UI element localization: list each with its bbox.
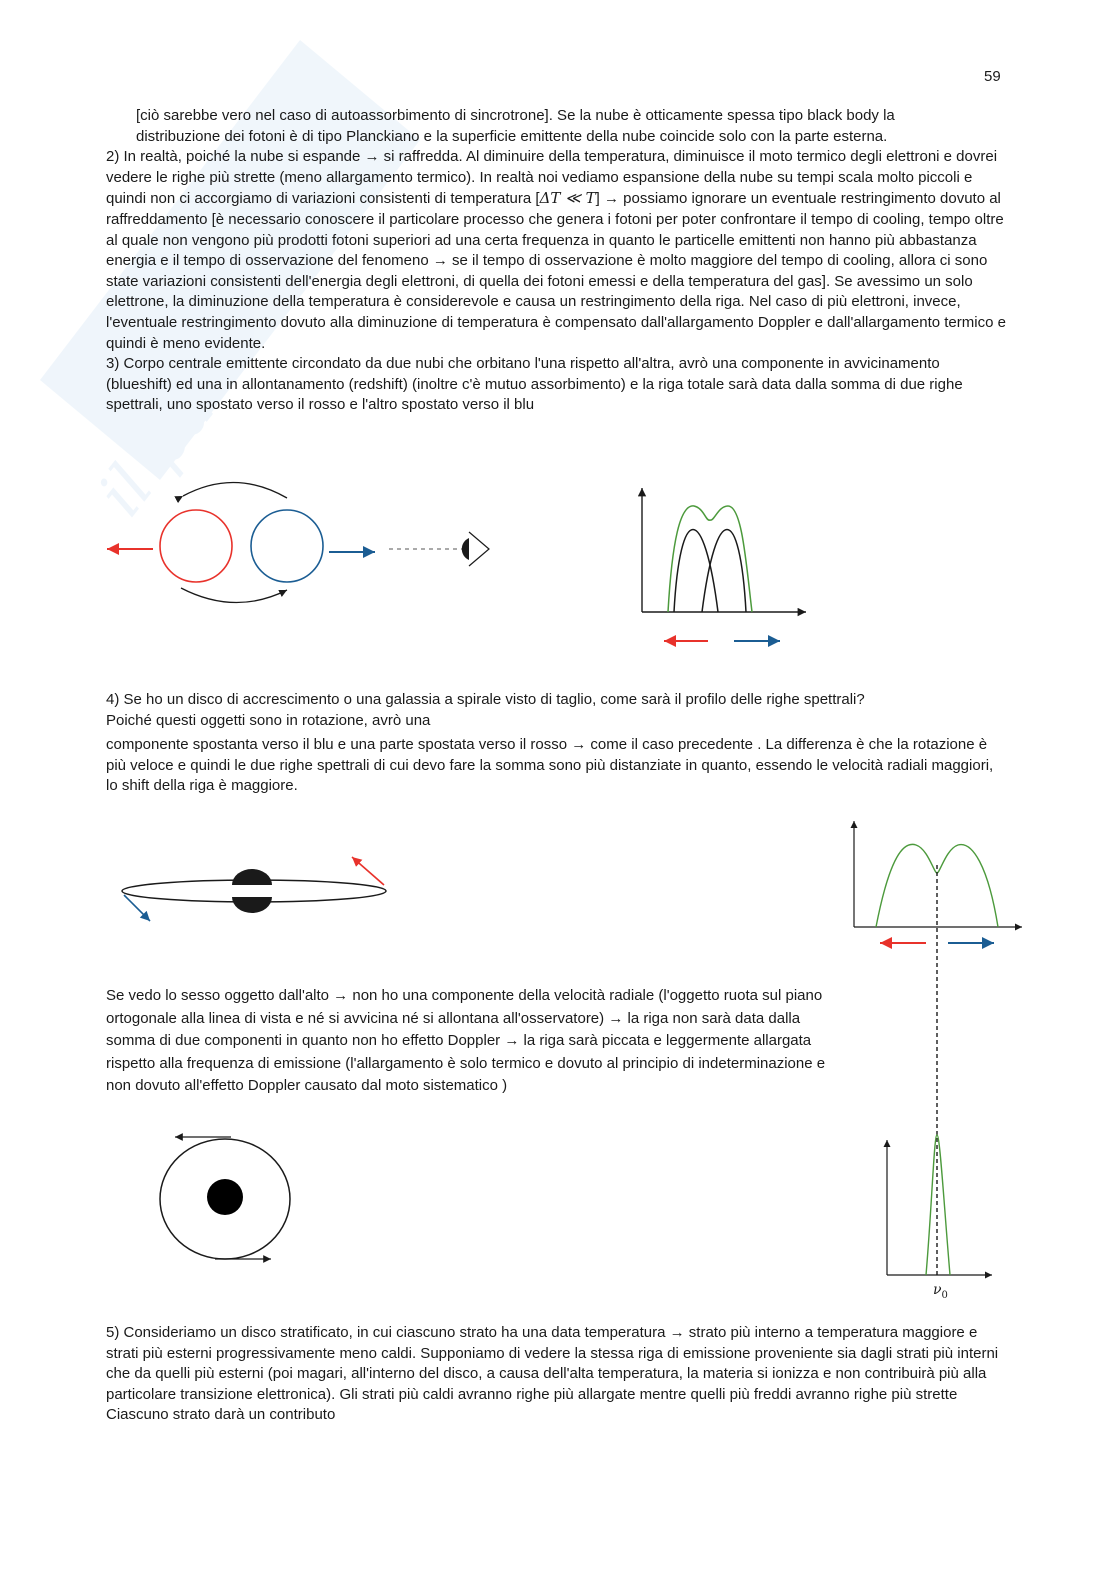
section-item-4 xyxy=(106,690,1006,797)
item-4-line-2: Poiché questi oggetti sono in rotazione, avrò una xyxy=(106,711,431,729)
item-4-line-1: 4) Se ho un disco di accrescimento o una galassia a spirale visto di taglio, come sarà il profilo delle righe spettrali? xyxy=(106,691,865,708)
orbit-arrow-top xyxy=(183,482,287,498)
section-item-5 xyxy=(106,1323,1006,1426)
section-top xyxy=(106,106,1006,416)
disk-red-arrow xyxy=(352,857,384,885)
eye-icon xyxy=(462,532,489,566)
central-body-bottom xyxy=(232,897,272,913)
page-number: 59 xyxy=(984,68,1001,85)
line-profile-blueshifted xyxy=(702,530,746,613)
watermark-text: il pa xyxy=(84,373,230,530)
item-4-paragraph: componente spostanta verso il blu e una parte spostata verso il rosso → come il caso precedente . La differenza è che la rotazione è più veloce e quindi le due righe spettrali di cui devo fare la somma sono più distanziate in quanto, essendo le velocità radiali maggiori, lo shift della riga è maggiore. xyxy=(106,736,994,795)
cloud-red xyxy=(160,510,232,582)
figure-orbiting-clouds xyxy=(95,470,515,610)
disk-blue-arrow xyxy=(124,895,150,921)
item-2-text-b: ] → possiamo ignorare un eventuale restringimento dovuto al raffreddamento [è necessario conoscere il particolare processo che genera i fotoni per poter confrontare il tempo di cooling, tempo oltre al quale non vengono più prodotti fotoni superiori ad una certa frequenza in quanto le particelle emittenti non hanno più abbastanza energia e il tempo di osservazione del fenomeno → se il tempo di osservazione è molto maggiore del tempo di cooling, allora ci sono state variazioni consistenti dell'energia degli elettroni, di quella dei fotoni emessi e della temperatura del gas]. Se avessimo un solo elettrone, la diminuzione della temperatura è considerevole e causa un restringimento della riga. Nel caso di più elettroni, invece, l'eventuale restringimento dovuto alla diminuzione di temperatura è compensato dall'allargamento Doppler e dall'allargamento termico e quindi è meno evidente. xyxy=(106,190,1006,352)
item-2-text-a: 2) In realtà, poiché la nube si espande → si raffredda. Al diminuire della temperatura, diminuisce il moto termico degli elettroni e dovrei vedere le righe più strette (meno allargamento termico). In realtà noi vediamo espansione della nube su tempi scala molto piccoli e quindi non ci accorgiamo di variazioni consistenti di temperatura [ xyxy=(106,148,998,208)
line-profile-total xyxy=(668,506,752,612)
figure-double-peak xyxy=(628,482,818,652)
continuation-line-1: [ciò sarebbe vero nel caso di autoassorbimento di sincrotrone]. Se la nube è otticamente spessa tipo black body la xyxy=(136,107,895,124)
continuation-line-2: distribuzione dei fotoni è di tipo Planckiano e la superficie emittente della nube coincide solo con la parte esterna. xyxy=(136,127,888,145)
figure-edge-on-disk xyxy=(112,845,402,930)
item-2-paragraph xyxy=(106,147,1006,354)
central-body-top xyxy=(232,869,272,885)
item-2-math: ΔT ≪ T xyxy=(539,189,596,208)
figure-line-profiles-right xyxy=(840,815,1040,1305)
central-body xyxy=(207,1179,243,1215)
item-5-paragraph: 5) Consideriamo un disco stratificato, in cui ciascuno strato ha una data temperatura → strato più interno a temperatura maggiore e strati più esterni progressivamente meno caldi. Supponiamo di vedere la stessa riga di emissione proveniente sia dagli strati più interni che da quelli più esterni (poi magari, all'interno del disco, a causa dell'alta temperatura, la materia si ionizza e non contribuirà più alla particolare transizione elettronica). Gli strati più caldi avranno righe più allargate mentre quelli più freddi avranno righe più strette Ciascuno strato darà un contributo xyxy=(106,1324,999,1424)
top-view-paragraph: Se vedo lo sesso oggetto dall'alto → non ho una componente della velocità radiale (l'oggetto ruota sul piano ortogonale alla linea di vista e né si avvicina né si allontana all'osservatore) → la riga non sarà data dalla somma di due componenti in quanto non ho effetto Doppler → la riga sarà piccata e leggermente allargata rispetto alla frequenza di emissione (l'allargamento è solo termico e dovuto al principio di indeterminazione e non dovuto all'effetto Doppler causato dal moto sistematico ) xyxy=(106,987,826,1094)
item-3-paragraph: 3) Corpo centrale emittente circondato da due nubi che orbitano l'una rispetto all'altra, avrò una componente in avvicinamento (blueshift) ed una in allontanamento (redshift) (inoltre c'è mutuo assorbimento) e la riga totale sarà data dalla somma di due righe spettrali, uno spostato verso il rosso e l'altro spostato verso il blu xyxy=(106,355,963,414)
lower-single-peak-profile xyxy=(926,1135,950,1275)
orbit-arrow-bottom xyxy=(181,588,287,603)
section-top-view xyxy=(106,985,851,1098)
line-profile-redshifted xyxy=(674,530,718,613)
cloud-blue xyxy=(251,510,323,582)
figure-face-on-disk xyxy=(155,1125,305,1270)
nu0-label: $\nu_0$ xyxy=(933,1282,948,1301)
